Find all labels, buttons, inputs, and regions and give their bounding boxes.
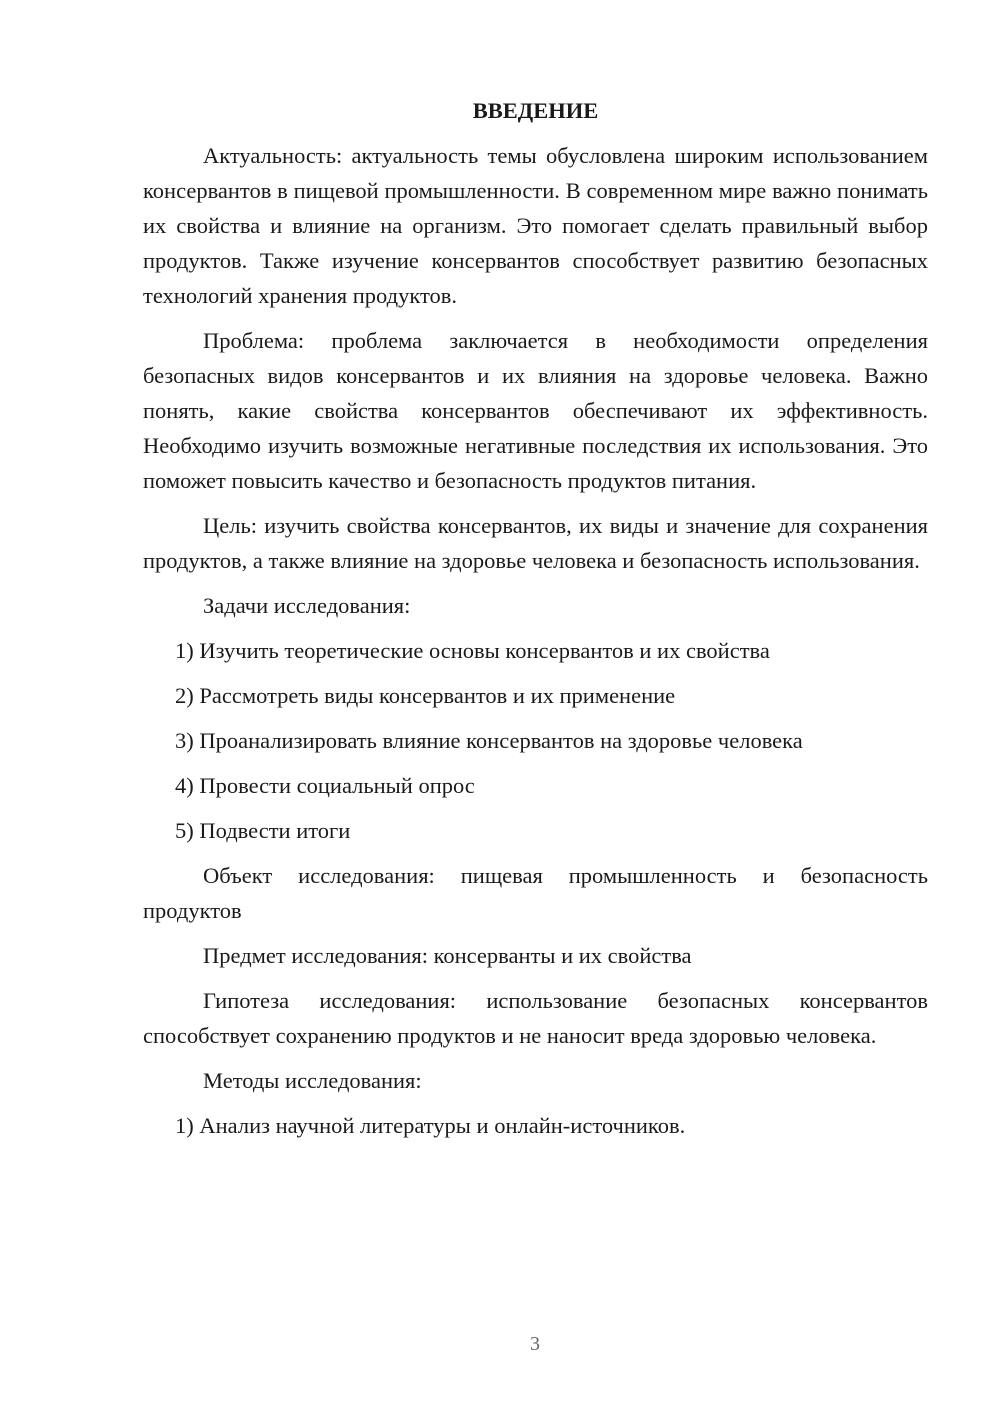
page-content — [143, 94, 928, 1153]
subject-paragraph: Предмет исследования: консерванты и их свойства — [203, 943, 692, 968]
task-item-5: 5) Подвести итоги — [175, 818, 351, 843]
task-item-3: 3) Проанализировать влияние консервантов на здоровье человека — [175, 728, 803, 753]
object-paragraph: Объект исследования: пищевая промышленность и безопасность продуктов — [143, 863, 928, 923]
methods-heading: Методы исследования: — [203, 1068, 422, 1093]
goal-paragraph: Цель: изучить свойства консервантов, их виды и значение для сохранения продуктов, а также влияние на здоровье человека и безопасность использования. — [143, 513, 928, 573]
problem-paragraph: Проблема: проблема заключается в необходимости определения безопасных видов консервантов и их влияния на здоровье человека. Важно понять, какие свойства консервантов обеспечивают их эффективность. Необходимо изучить возможные негативные последствия их использования. Это поможет повысить качество и безопасность продуктов питания. — [143, 328, 928, 493]
task-item-1: 1) Изучить теоретические основы консервантов и их свойства — [175, 638, 770, 663]
task-item-2: 2) Рассмотреть виды консервантов и их применение — [175, 683, 676, 708]
tasks-heading: Задачи исследования: — [203, 593, 411, 618]
hypothesis-paragraph: Гипотеза исследования: использование безопасных консервантов способствует сохранению продуктов и не наносит вреда здоровью человека. — [143, 988, 928, 1048]
relevance-paragraph: Актуальность: актуальность темы обусловлена широким использованием консервантов в пищевой промышленности. В современном мире важно понимать их свойства и влияние на организм. Это помогает сделать правильный выбор продуктов. Также изучение консервантов способствует развитию безопасных технологий хранения продуктов. — [143, 143, 928, 308]
page-number: 3 — [530, 1333, 540, 1355]
task-item-4: 4) Провести социальный опрос — [175, 773, 475, 798]
method-item-1: 1) Анализ научной литературы и онлайн-источников. — [175, 1113, 686, 1138]
section-title: ВВЕДЕНИЕ — [472, 98, 599, 123]
